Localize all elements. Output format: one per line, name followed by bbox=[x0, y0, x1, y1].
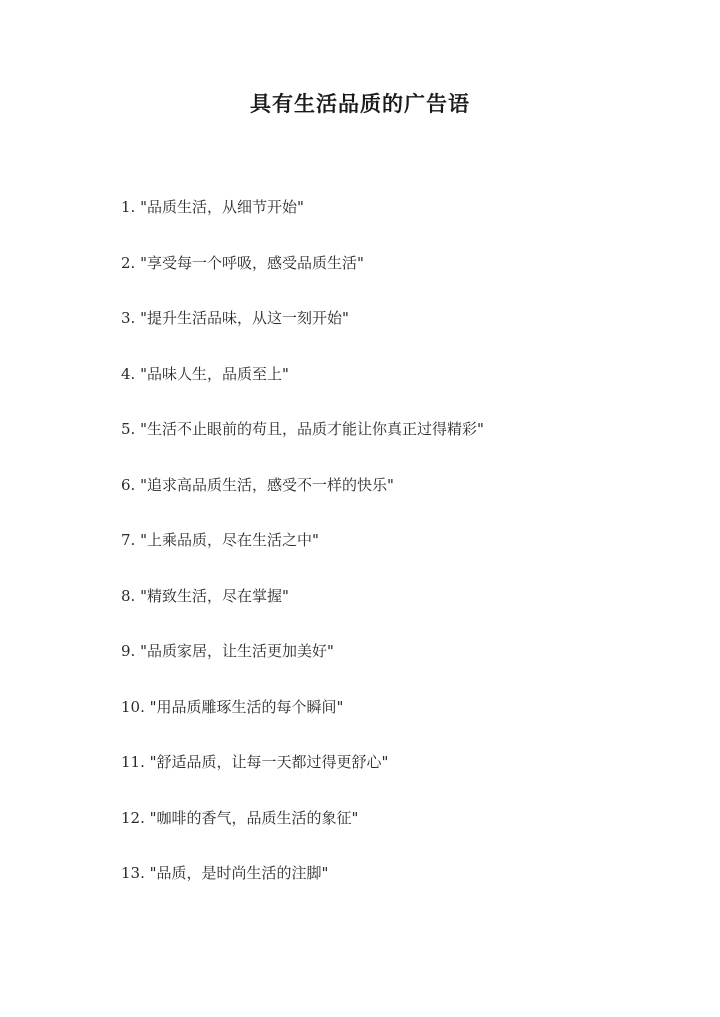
slogan-list bbox=[121, 196, 484, 918]
item-number: 11. bbox=[121, 753, 145, 771]
item-text: "品味人生，品质至上" bbox=[140, 364, 289, 383]
item-text: "咖啡的香气，品质生活的象征" bbox=[149, 808, 359, 827]
list-item bbox=[121, 862, 484, 918]
item-text: "舒适品质，让每一天都过得更舒心" bbox=[149, 753, 389, 771]
list-item bbox=[121, 307, 484, 363]
list-item bbox=[121, 640, 484, 696]
item-number: 9. bbox=[121, 642, 136, 660]
item-text: "用品质雕琢生活的每个瞬间" bbox=[149, 697, 344, 716]
item-text: "品质生活，从细节开始" bbox=[140, 198, 304, 216]
item-text: "生活不止眼前的苟且，品质才能让你真正过得精彩" bbox=[140, 420, 484, 438]
item-text: "品质家居，让生活更加美好" bbox=[140, 642, 334, 660]
list-item bbox=[121, 696, 484, 752]
list-item bbox=[121, 418, 484, 474]
item-number: 6. bbox=[121, 475, 136, 494]
item-number: 13. bbox=[121, 864, 145, 882]
list-item bbox=[121, 363, 484, 419]
item-text: "精致生活，尽在掌握" bbox=[140, 586, 289, 605]
list-item bbox=[121, 529, 484, 585]
list-item bbox=[121, 751, 484, 807]
list-item bbox=[121, 807, 484, 863]
item-number: 3. bbox=[121, 309, 136, 327]
item-text: "品质，是时尚生活的注脚" bbox=[149, 864, 329, 882]
item-number: 2. bbox=[121, 253, 136, 272]
item-number: 1. bbox=[121, 198, 136, 216]
list-item bbox=[121, 252, 484, 308]
item-number: 10. bbox=[121, 697, 145, 716]
item-number: 5. bbox=[121, 420, 136, 438]
item-text: "追求高品质生活，感受不一样的快乐" bbox=[140, 475, 394, 494]
item-text: "提升生活品味，从这一刻开始" bbox=[140, 309, 349, 327]
document-title: 具有生活品质的广告语 bbox=[250, 91, 470, 116]
list-item bbox=[121, 196, 484, 252]
item-text: "上乘品质，尽在生活之中" bbox=[140, 531, 319, 549]
item-number: 8. bbox=[121, 586, 136, 605]
list-item bbox=[121, 474, 484, 530]
list-item bbox=[121, 585, 484, 641]
item-number: 4. bbox=[121, 364, 136, 383]
item-number: 7. bbox=[121, 531, 136, 549]
item-number: 12. bbox=[121, 808, 145, 827]
item-text: "享受每一个呼吸，感受品质生活" bbox=[140, 253, 364, 272]
